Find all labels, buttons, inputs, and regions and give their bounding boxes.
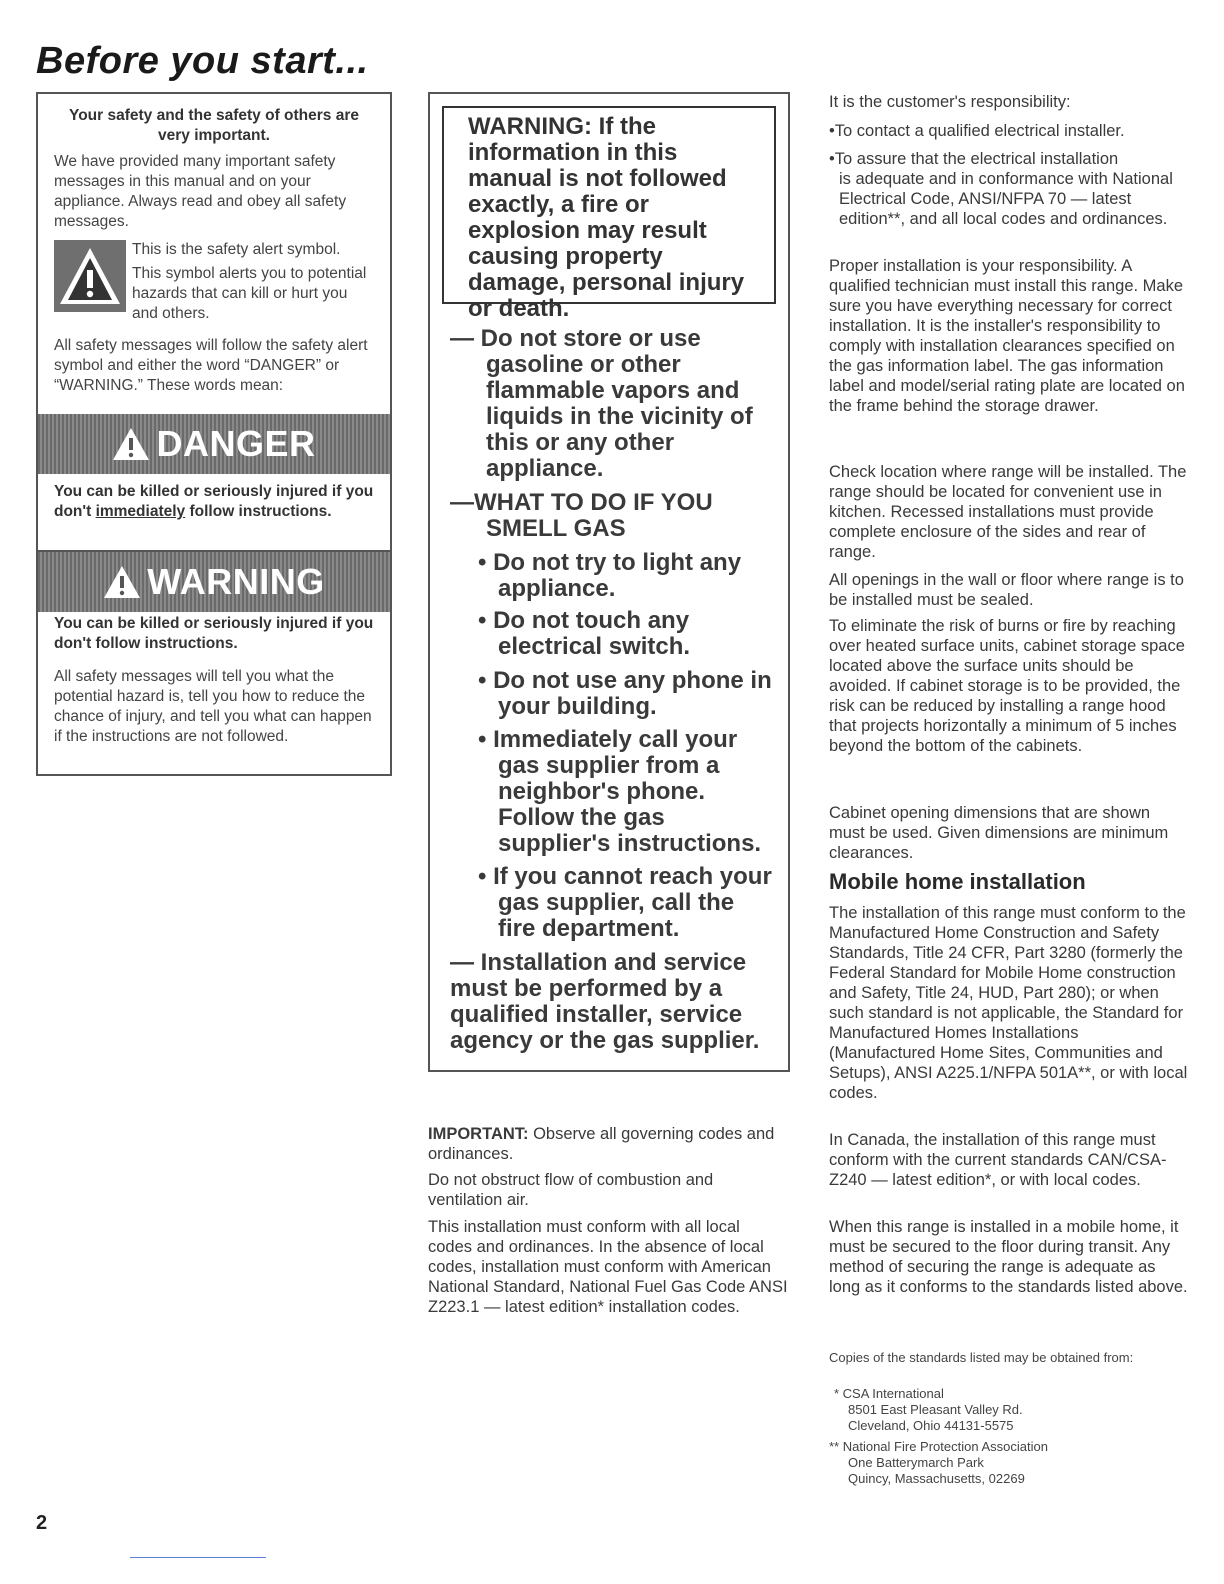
alert-line-2: This symbol alerts you to potential hazards that can kill or hurt you and others. xyxy=(132,265,367,322)
footnote-nfpa: ** National Fire Protection Association xyxy=(829,1439,1048,1454)
blue-rule xyxy=(130,1557,266,1558)
openings-sealed: All openings in the wall or floor where range is to be installed must be sealed. xyxy=(829,571,1184,609)
footnote-csa: * CSA International xyxy=(834,1386,944,1401)
danger-alert-icon xyxy=(112,427,150,461)
warning-alert-icon xyxy=(103,565,141,599)
obstruct-note: Do not obstruct flow of combustion and ventilation air. xyxy=(428,1171,714,1209)
warning-bullet-light: • Do not try to light any appliance. xyxy=(478,549,742,602)
safety-alert-icon xyxy=(54,240,126,312)
conform-note: This installation must conform with all local codes and ordinances. In the absence of local codes, installation must conform with American National Standard, National Fuel Gas Code ANSI Z223.1 — latest edition* installation codes. xyxy=(428,1218,788,1316)
customer-responsibility: It is the customer's responsibility: xyxy=(829,93,1071,111)
warning-item-installation: — Installation and service must be performed by a qualified installer, service agency or the gas supplier. xyxy=(450,949,760,1054)
responsibility-bullet-1: •To contact a qualified electrical installer. xyxy=(829,122,1125,140)
footnote-nfpa-address-2: Quincy, Massachusetts, 02269 xyxy=(848,1471,1025,1486)
warning-bullet-cannot-reach: • If you cannot reach your gas supplier, call the fire department. xyxy=(478,863,772,942)
warning-item-smell-gas: —WHAT TO DO IF YOU SMELL GAS xyxy=(450,489,713,542)
burn-risk: To eliminate the risk of burns or fire by reaching over heated surface units, cabinet storage space located above the surface units should be avoided. If cabinet storage is to be provided, the risk can be reduced by installing a range hood that projects horizontally a minimum of 5 inches beyond the bottom of the cabinets. xyxy=(829,617,1185,755)
footnote-nfpa-address-1: One Batterymarch Park xyxy=(848,1455,984,1470)
proper-installation: Proper installation is your responsibility. A qualified technician must install this range. Make sure you have everything necessary for correct installation. It is the installer's responsibility to comply with installation clearances specified on the gas information label. The gas information label and model/serial rating plate are located on the frame behind the storage drawer. xyxy=(829,257,1185,415)
safety-box xyxy=(36,92,392,776)
safety-closing: All safety messages will tell you what the potential hazard is, tell you how to reduce the chance of injury, and tell you what can happen if the instructions are not followed. xyxy=(54,668,372,745)
gas-warning-box xyxy=(428,92,790,1072)
footnote-csa-address-2: Cleveland, Ohio 44131-5575 xyxy=(848,1418,1014,1433)
safety-intro: We have provided many important safety messages in this manual and on your appliance. Always read and obey all safety messages. xyxy=(54,153,347,230)
mobile-home-standards: The installation of this range must conform to the Manufactured Home Construction and Safety Standards, Title 24 CFR, Part 3280 (formerly the Federal Standard for Mobile Home construction and Safety, Title 24, HUD, Part 280); or when such standard is not applicable, the Standard for Manufactured Homes Installations (Manufactured Home Sites, Communities and Setups), ANSI A225.1/NFPA 501A**, or with local codes. xyxy=(829,904,1188,1102)
mobile-home-secure: When this range is installed in a mobile home, it must be secured to the floor during transit. Any method of securing the range is adequate as long as it conforms to the standards listed above. xyxy=(829,1218,1188,1296)
danger-label: DANGER xyxy=(156,423,316,464)
page-number: 2 xyxy=(36,1512,48,1534)
footnote-intro: Copies of the standards listed may be obtained from: xyxy=(829,1350,1134,1365)
warning-text: You can be killed or seriously injured if you don't follow instructions. xyxy=(54,615,374,652)
important-note: IMPORTANT: Observe all governing codes and ordinances. xyxy=(428,1125,775,1163)
warning-bullet-switch: • Do not touch any electrical switch. xyxy=(478,607,691,660)
danger-text: You can be killed or seriously injured if you don't immediately follow instructions. xyxy=(54,483,374,520)
alert-line-1: This is the safety alert symbol. xyxy=(132,241,341,258)
alert-symbol-row xyxy=(54,240,376,328)
warning-bullet-phone: • Do not use any phone in your building. xyxy=(478,667,772,720)
mobile-home-heading: Mobile home installation xyxy=(829,869,1086,894)
warning-label: WARNING xyxy=(147,561,325,602)
safety-heading: Your safety and the safety of others are very important. xyxy=(69,107,359,144)
check-location: Check location where range will be installed. The range should be located for convenient use in kitchen. Recessed installations must provide complete enclosure of the sides and rear of range. xyxy=(829,463,1187,561)
safety-follow-text: All safety messages will follow the safety alert symbol and either the word “DANGER” or “WARNING.” These words mean: xyxy=(54,337,368,394)
canada-standards: In Canada, the installation of this range must conform with the current standards CAN/CSA-Z240 — latest edition*, or with local codes. xyxy=(829,1131,1167,1189)
footnote-csa-address-1: 8501 East Pleasant Valley Rd. xyxy=(848,1402,1023,1417)
warning-headline: WARNING: If the information in this manual is not followed exactly, a fire or explosion may result causing property damage, personal injury or death. xyxy=(442,106,776,304)
cabinet-dimensions: Cabinet opening dimensions that are shown must be used. Given dimensions are minimum clearances. xyxy=(829,804,1169,862)
warning-banner xyxy=(38,552,390,612)
page-title: Before you start... xyxy=(36,40,369,82)
warning-bullet-call: • Immediately call your gas supplier from a neighbor's phone. Follow the gas supplier's instructions. xyxy=(478,726,762,857)
warning-item-store: — Do not store or use gasoline or other flammable vapors and liquids in the vicinity of this or any other appliance. xyxy=(450,325,753,482)
danger-banner xyxy=(38,414,390,474)
responsibility-bullet-2: •To assure that the electrical installation is adequate and in conformance with National Electrical Code, ANSI/NFPA 70 — latest edition**, and all local codes and ordinances. xyxy=(829,150,1173,228)
